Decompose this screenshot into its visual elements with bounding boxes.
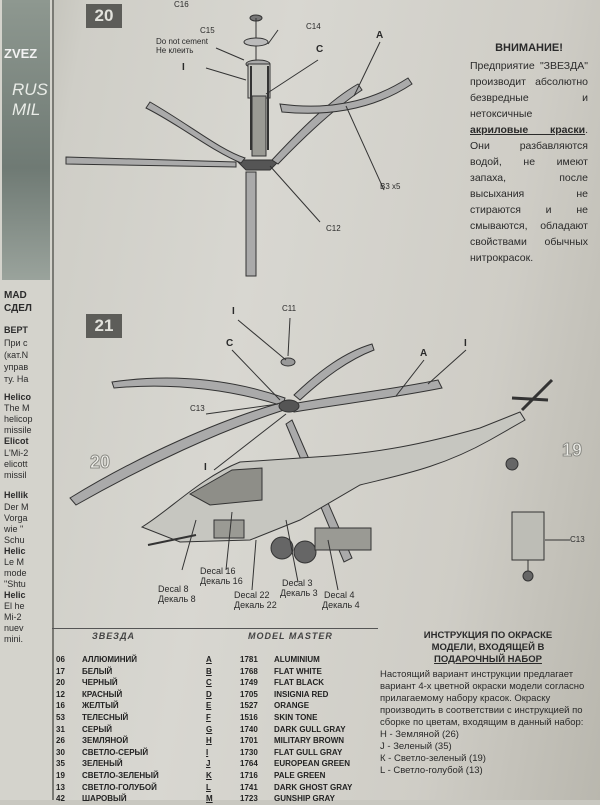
cover-rus: RUS: [12, 80, 48, 99]
paint-cell-code: 53: [56, 713, 65, 722]
paint-cell-name: ШАРОВЫЙ: [82, 794, 127, 804]
warning-text-before: Предприятие "ЗВЕЗДА" производит абсолютно безвредные и нетоксичные: [470, 60, 588, 120]
paint-row: [52, 748, 378, 759]
label-part-c: C: [316, 44, 324, 55]
paint-cell-mm: 1723: [240, 794, 258, 804]
strip-schu: Schu: [4, 535, 25, 545]
paint-cell-letter: I: [206, 747, 209, 757]
paint-cell-name: АЛЛЮМИНИЙ: [82, 655, 138, 664]
paint-cell-name: ЗЕМЛЯНОЙ: [82, 736, 129, 746]
strip-hellik: Hellik: [4, 490, 29, 500]
strip-elhe: El he: [4, 601, 25, 611]
paint-cell-mm_name: INSIGNIA RED: [274, 689, 329, 699]
strip-lmi: L'Mi-2: [4, 448, 29, 458]
cover-mil: MIL: [12, 100, 41, 119]
paint-cell-code: 19: [56, 771, 65, 780]
strip-l3: управ: [4, 362, 29, 372]
paint-cell-mm_name: DARK GULL GRAY: [274, 724, 346, 734]
paint-cell-letter: F: [206, 713, 211, 722]
paint-header-zvezda: ЗВЕЗДА: [92, 631, 135, 641]
strip-mi2: Mi-2: [4, 612, 22, 622]
paint-cell-name: СЕРЫЙ: [82, 724, 113, 734]
paint-cell-mm_name: FLAT WHITE: [274, 666, 322, 676]
paint-cell-name: БЕЛЫЙ: [82, 666, 113, 676]
paint-cell-code: 42: [56, 794, 65, 804]
label21-c13-detail: C13: [570, 535, 585, 544]
brand-text: ZVEZ: [4, 46, 38, 61]
label-c16: C16: [174, 0, 189, 9]
paint-row: [52, 678, 378, 689]
step-20-badge: 20: [86, 4, 122, 28]
instr-title-2: МОДЕЛИ, ВХОДЯЩЕЙ В: [431, 642, 545, 653]
label-decal-8: Decal 8: [158, 584, 189, 594]
label-dekal-8: Декаль 8: [158, 594, 196, 604]
paint-cell-mm: 1705: [240, 689, 258, 699]
warning-text-after: . Они разбавляются водой, не имеют запаха, после высыхания не стираются и не смываются, обладают свойствами обычных нитрокрасок.: [470, 124, 588, 264]
paint-cell-letter: H: [206, 736, 212, 746]
strip-vorg: Vorga: [4, 513, 28, 523]
paint-cell-mm: 1527: [240, 701, 258, 711]
side-number-20: 20: [90, 452, 111, 472]
strip-mode: mode: [4, 568, 27, 578]
label21-c: C: [226, 338, 234, 349]
side-number-19: 19: [562, 440, 583, 460]
paint-cell-letter: G: [206, 724, 213, 734]
paint-cell-name: КРАСНЫЙ: [82, 689, 123, 699]
instr-body: Настоящий вариант инструкции предлагает вариант 4-х цветной окраски модели согласно прилагаемому набору красок. Окраску производить в соответствии с инструкцией по сборке по цветам, входящим в данный набор:: [380, 669, 585, 728]
paint-cell-name: ЖЕЛТЫЙ: [82, 701, 119, 711]
paint-cell-code: 20: [56, 678, 65, 688]
label-do-not-cement: Do not cement: [156, 37, 209, 46]
warning-title: ВНИМАНИЕ!: [495, 42, 563, 54]
paint-row: [52, 655, 378, 666]
paint-table: [52, 628, 378, 804]
instr-item-4: L - Светло-голубой (13): [380, 765, 483, 776]
paint-cell-mm: 1516: [240, 713, 258, 722]
paint-cell-mm_name: DARK GHOST GRAY: [274, 782, 353, 792]
paint-cell-mm: 1740: [240, 724, 258, 734]
paint-row: [52, 736, 378, 747]
painting-instruction: [380, 630, 596, 777]
paint-cell-mm: 1701: [240, 736, 258, 746]
label21-i-right: I: [464, 338, 467, 349]
paint-cell-letter: A: [206, 655, 212, 664]
strip-helicop: helicop: [4, 414, 33, 424]
instr-title-3: ПОДАРОЧНЫЙ НАБОР: [434, 654, 542, 665]
strip-the: The M: [4, 403, 30, 413]
paint-cell-mm_name: ALUMINIUM: [274, 655, 320, 664]
paint-cell-code: 31: [56, 724, 65, 734]
paint-cell-code: 12: [56, 689, 65, 699]
label21-i-top: I: [232, 306, 235, 317]
paint-cell-mm_name: GUNSHIP GRAY: [274, 794, 335, 804]
paint-header-model-master: MODEL MASTER: [248, 631, 333, 641]
strip-missiles: missile: [4, 425, 32, 435]
label-decal-22: Decal 22: [234, 590, 270, 600]
paint-cell-letter: J: [206, 759, 211, 769]
paint-cell-mm_name: PALE GREEN: [274, 771, 326, 780]
warning-note: [470, 40, 588, 266]
paint-row: [52, 759, 378, 770]
paint-cell-code: 06: [56, 655, 65, 664]
paint-cell-letter: K: [206, 771, 212, 780]
strip-helic3: Helic: [4, 590, 26, 600]
label-c14: C14: [306, 22, 321, 31]
label-decal-4: Decal 4: [324, 590, 355, 600]
label-c15: C15: [200, 26, 215, 35]
label-part-a: A: [376, 30, 384, 41]
strip-wie: wie ": [4, 524, 24, 534]
paint-cell-code: 16: [56, 701, 65, 711]
paint-cell-letter: M: [206, 794, 213, 804]
paint-cell-mm: 1768: [240, 666, 258, 676]
label-decal-3: Decal 3: [282, 578, 313, 588]
paint-cell-mm: 1781: [240, 655, 258, 664]
paint-cell-mm: 1741: [240, 782, 258, 792]
paint-cell-letter: B: [206, 666, 212, 676]
paint-cell-code: 26: [56, 736, 65, 746]
strip-mini: mini.: [4, 634, 24, 644]
label-part-i: I: [182, 62, 185, 73]
paint-row: [52, 771, 378, 782]
label21-c13: C13: [190, 404, 205, 413]
paint-cell-name: СВЕТЛО-ГОЛУБОЙ: [82, 782, 157, 792]
label-dekal-16: Декаль 16: [200, 576, 243, 586]
step20-rotor-drawing: [66, 15, 412, 276]
paint-cell-letter: D: [206, 689, 212, 699]
paint-cell-code: 13: [56, 782, 65, 792]
paint-cell-mm: 1749: [240, 678, 258, 688]
strip-l4: ту. На: [4, 374, 29, 384]
strip-elicot: Elicot: [4, 436, 29, 446]
paint-row: [52, 701, 378, 712]
label-ne-kleit: Не клеить: [156, 46, 194, 55]
label-decal-16: Decal 16: [200, 566, 236, 576]
paint-cell-name: СВЕТЛО-СЕРЫЙ: [82, 747, 149, 757]
paint-cell-mm_name: SKIN TONE: [274, 713, 318, 722]
instr-item-3: К - Светло-зеленый (19): [380, 753, 486, 764]
paint-row: [52, 667, 378, 678]
strip-nuev: nuev: [4, 623, 24, 633]
label-c12: C12: [326, 224, 341, 233]
label21-i-left: I: [204, 462, 207, 473]
paint-cell-mm_name: ORANGE: [274, 701, 310, 711]
warning-acrylic: акриловые краски: [470, 124, 586, 136]
paint-cell-mm_name: MILITARY BROWN: [274, 736, 345, 746]
paint-cell-mm: 1730: [240, 747, 258, 757]
strip-l2: (кат.N: [4, 350, 29, 360]
paint-cell-mm_name: FLAT BLACK: [274, 678, 325, 688]
paint-cell-name: ЗЕЛЕНЫЙ: [82, 759, 123, 769]
paint-cell-name: СВЕТЛО-ЗЕЛЕНЫЙ: [82, 771, 159, 780]
label-dekal-3: Декаль 3: [280, 588, 318, 598]
paint-row: [52, 690, 378, 701]
strip-mad: MAD: [4, 290, 27, 301]
label-dekal-22: Декаль 22: [234, 600, 277, 610]
paint-cell-letter: E: [206, 701, 212, 711]
label-dekal-4: Декаль 4: [322, 600, 360, 610]
label-b3: B3 x5: [380, 182, 401, 191]
label21-c11: C11: [282, 304, 297, 313]
strip-l1: При с: [4, 338, 28, 348]
paint-cell-code: 30: [56, 747, 65, 757]
paint-cell-letter: C: [206, 678, 212, 688]
paint-cell-mm_name: EUROPEAN GREEN: [274, 759, 351, 769]
paint-row: [52, 783, 378, 794]
paint-cell-mm: 1716: [240, 771, 258, 780]
paint-cell-letter: L: [206, 782, 211, 792]
strip-shtu: "Shtu: [4, 579, 26, 589]
strip-missil: missil: [4, 470, 27, 480]
paint-row: [52, 713, 378, 724]
paint-row: [52, 725, 378, 736]
paint-cell-mm: 1764: [240, 759, 258, 769]
paint-cell-name: ТЕЛЕСНЫЙ: [82, 713, 129, 722]
strip-le: Le M: [4, 557, 25, 567]
strip-helic2: Helic: [4, 546, 26, 556]
step-21-badge: 21: [86, 314, 122, 338]
instr-item-1: Н - Земляной (26): [380, 729, 459, 740]
strip-vert: ВЕРТ: [4, 325, 28, 335]
step21-helicopter-drawing: [70, 318, 570, 590]
label21-a: A: [420, 348, 428, 359]
paint-cell-code: 17: [56, 666, 65, 676]
instr-item-2: J - Зеленый (35): [380, 741, 452, 752]
paint-cell-name: ЧЕРНЫЙ: [82, 678, 118, 688]
strip-der: Der M: [4, 502, 29, 512]
strip-elicott: elicott: [4, 459, 28, 469]
strip-sdel: СДЕЛ: [4, 303, 32, 314]
strip-helico: Helico: [4, 392, 32, 402]
paint-cell-code: 35: [56, 759, 65, 769]
paint-cell-mm_name: FLAT GULL GRAY: [274, 747, 343, 757]
instr-title-1: ИНСТРУКЦИЯ ПО ОКРАСКЕ: [423, 630, 553, 641]
